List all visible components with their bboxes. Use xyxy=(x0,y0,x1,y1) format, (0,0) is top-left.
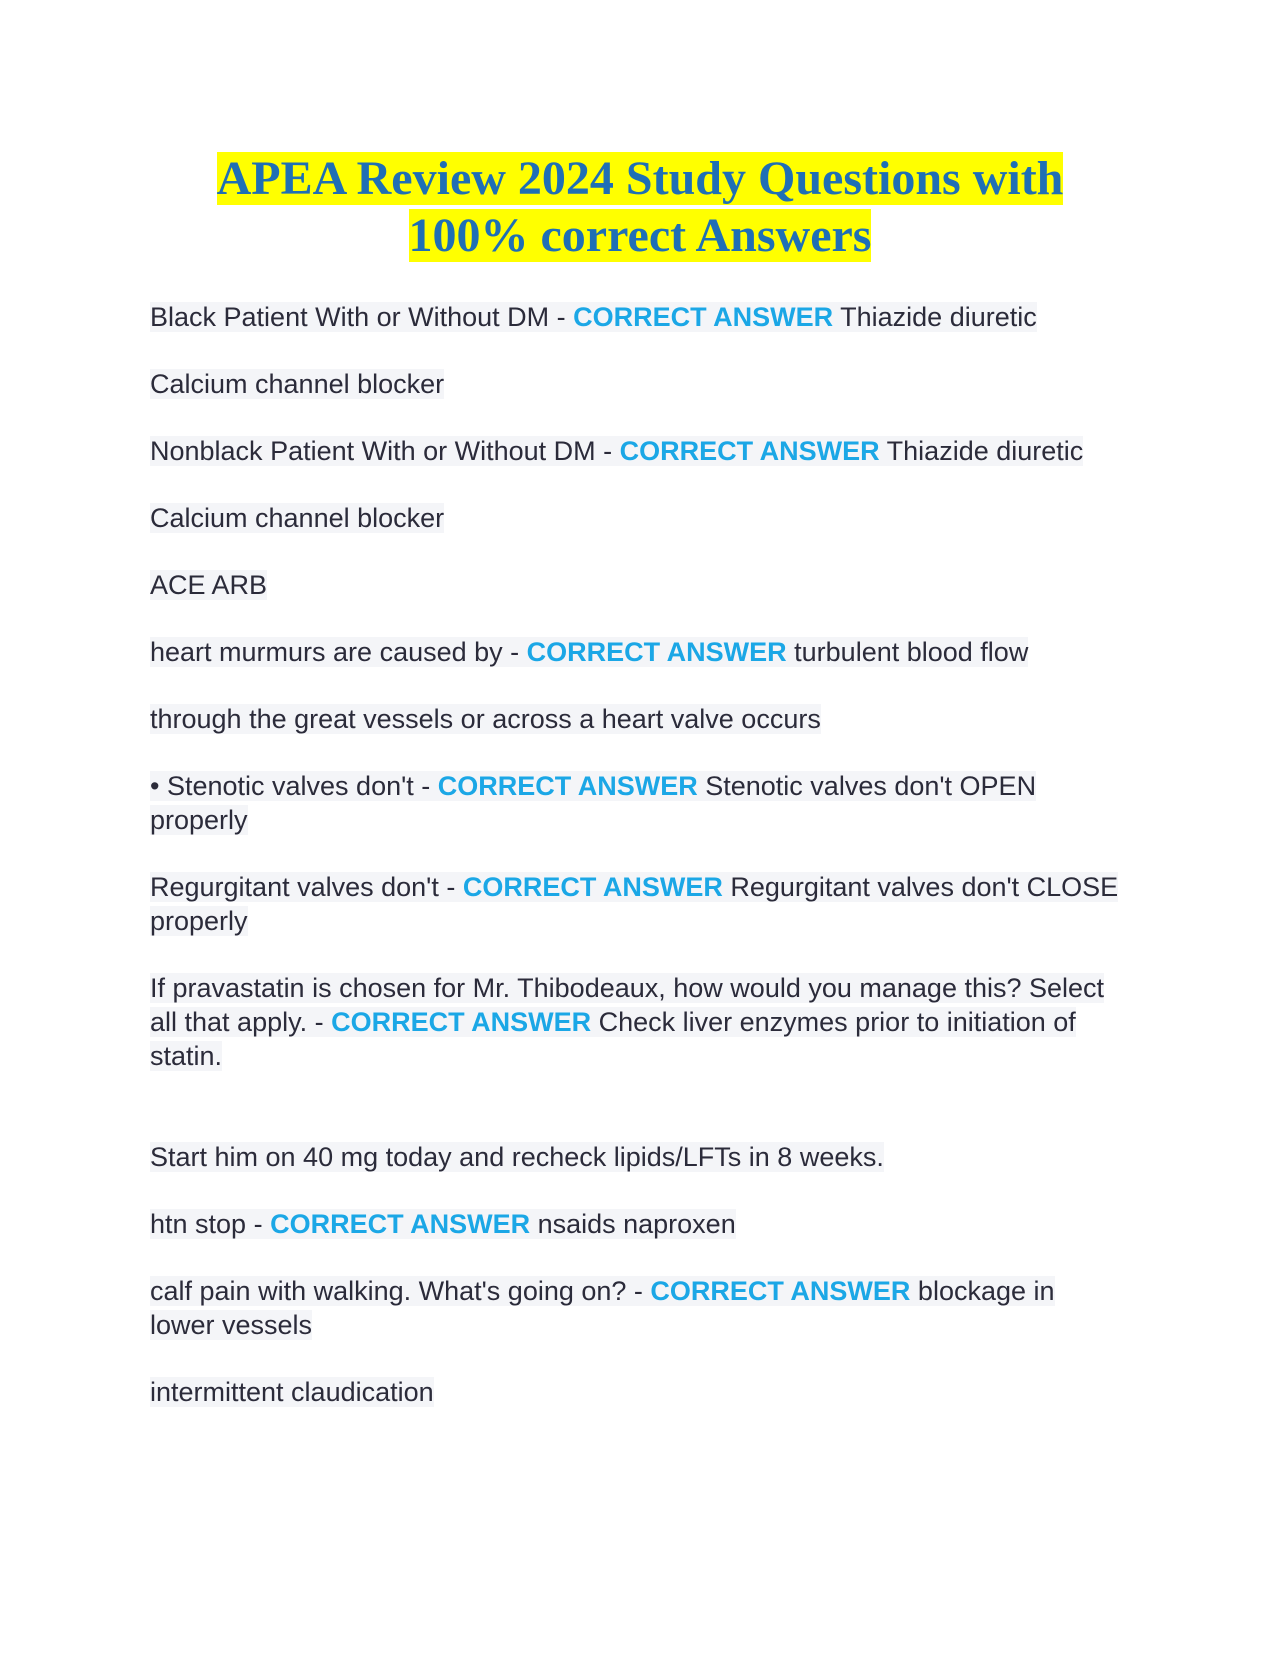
qa-paragraph xyxy=(150,300,1125,334)
correct-answer-label: CORRECT ANSWER xyxy=(650,1276,911,1306)
paragraph-text: through the great vessels or across a heart valve occurs xyxy=(150,704,821,734)
text-paragraph xyxy=(150,501,1125,535)
paragraph-text: Calcium channel blocker xyxy=(150,369,445,399)
text-paragraph xyxy=(150,702,1125,736)
question-text: calf pain with walking. What's going on? - xyxy=(150,1276,651,1306)
correct-answer-label: CORRECT ANSWER xyxy=(573,302,834,332)
question-text: htn stop - xyxy=(150,1209,271,1239)
question-text: • Stenotic valves don't - xyxy=(150,771,438,801)
question-text: Regurgitant valves don't - xyxy=(150,872,463,902)
qa-paragraph xyxy=(150,971,1125,1073)
qa-paragraph xyxy=(150,870,1125,938)
question-text: If pravastatin is chosen for Mr. Thibodeaux, how would you manage this? Select all that apply. - xyxy=(150,973,1105,1037)
paragraph-text: Start him on 40 mg today and recheck lipids/LFTs in 8 weeks. xyxy=(150,1142,884,1172)
correct-answer-label: CORRECT ANSWER xyxy=(526,637,787,667)
text-paragraph xyxy=(150,1375,1125,1409)
answer-text: Regurgitant valves don't CLOSE properly xyxy=(150,872,1119,936)
answer-text: blockage in lower vessels xyxy=(150,1276,1055,1340)
answer-text: Check liver enzymes prior to initiation of statin. xyxy=(150,1007,1076,1071)
text-paragraph xyxy=(150,367,1125,401)
qa-paragraph xyxy=(150,1274,1125,1342)
title-line-1: APEA Review 2024 Study Questions with xyxy=(216,152,1064,205)
correct-answer-label: CORRECT ANSWER xyxy=(331,1007,592,1037)
answer-text: turbulent blood flow xyxy=(786,637,1029,667)
qa-paragraph xyxy=(150,1207,1125,1241)
correct-answer-label: CORRECT ANSWER xyxy=(437,771,698,801)
document-body xyxy=(150,300,1125,1442)
qa-paragraph xyxy=(150,635,1125,669)
answer-text: Thiazide diuretic xyxy=(833,302,1037,332)
question-text: Nonblack Patient With or Without DM - xyxy=(150,436,620,466)
text-paragraph xyxy=(150,568,1125,602)
answer-text: Stenotic valves don't OPEN properly xyxy=(150,771,1037,835)
qa-paragraph xyxy=(150,769,1125,837)
question-text: heart murmurs are caused by - xyxy=(150,637,527,667)
paragraph-text: ACE ARB xyxy=(150,570,268,600)
answer-text: nsaids naproxen xyxy=(530,1209,736,1239)
correct-answer-label: CORRECT ANSWER xyxy=(619,436,880,466)
paragraph-text: Calcium channel blocker xyxy=(150,503,445,533)
text-paragraph xyxy=(150,1140,1125,1174)
correct-answer-label: CORRECT ANSWER xyxy=(462,872,723,902)
qa-paragraph xyxy=(150,434,1125,468)
question-text: Black Patient With or Without DM - xyxy=(150,302,574,332)
document-title xyxy=(150,150,1130,264)
answer-text: Thiazide diuretic xyxy=(879,436,1084,466)
paragraph-text: intermittent claudication xyxy=(150,1377,434,1407)
title-line-2: 100% correct Answers xyxy=(408,209,872,262)
correct-answer-label: CORRECT ANSWER xyxy=(270,1209,531,1239)
